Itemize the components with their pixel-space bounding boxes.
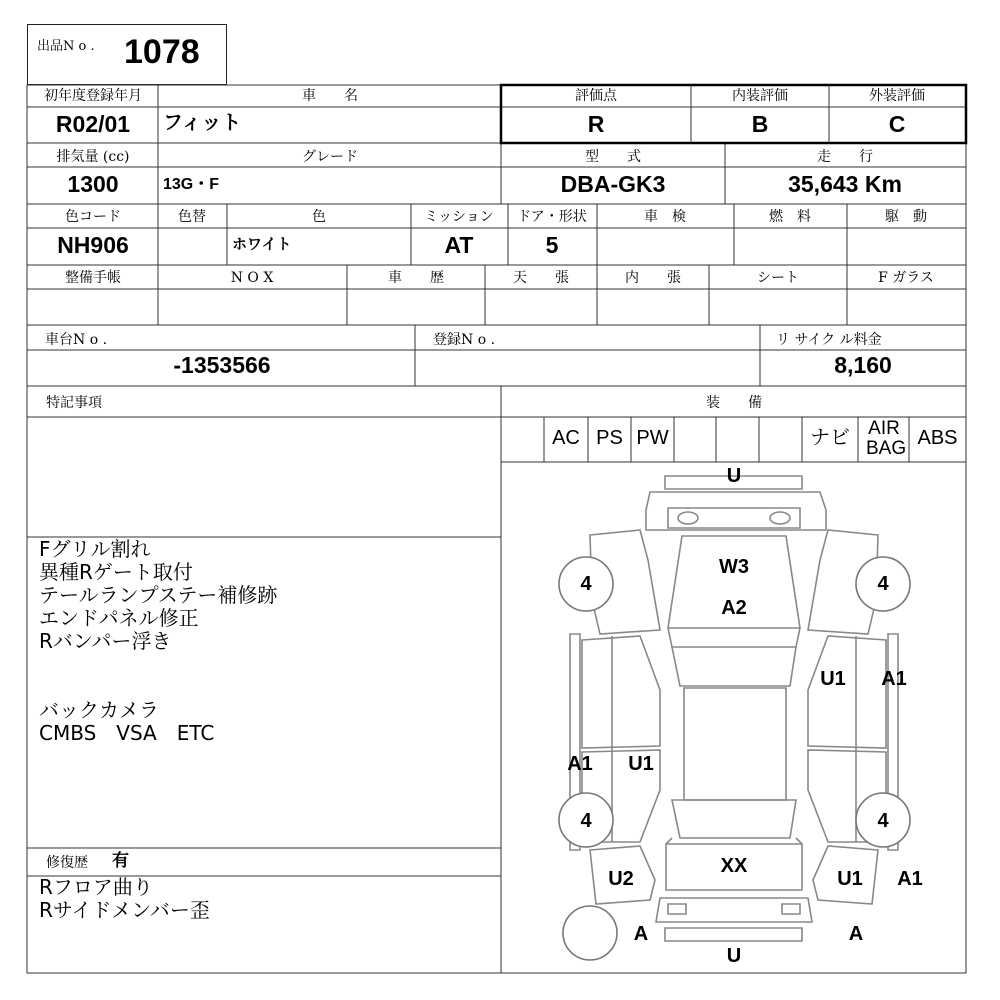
equip-abs: ABS xyxy=(917,427,958,449)
score-value: R xyxy=(587,111,605,137)
history-label: 車 歴 xyxy=(388,270,444,286)
color-code-label: 色コード xyxy=(65,209,121,225)
spare-tire xyxy=(563,906,617,960)
nox-label: N O X xyxy=(230,270,274,286)
displacement-label: 排気量 (cc) xyxy=(56,149,130,165)
mileage-value: 35,643 Km xyxy=(788,171,902,197)
door-label: ドア・形状 xyxy=(517,209,587,225)
repair-value: 有 xyxy=(112,851,129,870)
equipment-label: 装 備 xyxy=(706,395,762,411)
equip-ps: PS xyxy=(596,427,623,449)
exterior-value: C xyxy=(888,111,906,137)
color-code-value: NH906 xyxy=(57,232,129,258)
windshield xyxy=(672,647,796,686)
special-note-3: テールランプステー補修跡 xyxy=(39,583,278,607)
mark-hood-w3: W3 xyxy=(719,556,749,578)
mark-bottom-right-a: A xyxy=(848,923,864,945)
mark-tire-fl: 4 xyxy=(580,573,592,595)
mark-rear-right-u1: U1 xyxy=(837,868,863,890)
roof xyxy=(684,688,786,800)
mark-rear-center: XX xyxy=(720,855,748,877)
maint-label: 整備手帳 xyxy=(65,270,121,286)
rear-window xyxy=(672,800,796,838)
mark-tire-rr: 4 xyxy=(877,810,889,832)
mark-hood-a2: A2 xyxy=(721,597,747,619)
special-extra-2: CMBS VSA ETC xyxy=(39,721,215,745)
lot-number: 1078 xyxy=(124,33,200,71)
drive-label: 駆 動 xyxy=(885,209,927,225)
equip-ac: AC xyxy=(552,427,580,449)
special-note-1: Fグリル割れ xyxy=(39,537,151,561)
fuel-label: 燃 料 xyxy=(769,209,811,225)
exterior-label: 外装評価 xyxy=(869,88,925,104)
mark-right-front-u1: U1 xyxy=(820,668,846,690)
recycle-value: 8,160 xyxy=(834,352,892,378)
grade-label: グレード xyxy=(302,149,358,165)
mark-bottom-u: U xyxy=(726,945,742,967)
color-value: ホワイト xyxy=(232,236,292,253)
inner-label: 内 張 xyxy=(625,270,681,286)
displacement-value: 1300 xyxy=(67,171,119,197)
first-reg-value: R02/01 xyxy=(55,111,131,137)
fglass-label: F ガラス xyxy=(878,270,934,286)
door-value: 5 xyxy=(545,232,559,258)
repair-label: 修復歴 xyxy=(46,855,88,871)
front-grille xyxy=(646,492,826,530)
color-label: 色 xyxy=(312,209,326,225)
special-note-4: エンドパネル修正 xyxy=(39,606,199,630)
lot-label: 出品N o . xyxy=(37,39,95,54)
mark-left-front-u1: U1 xyxy=(628,753,654,775)
mark-front-top: U xyxy=(726,465,742,487)
mileage-label: 走 行 xyxy=(817,149,873,165)
repair-note-2: Rサイドメンバー歪 xyxy=(39,898,210,922)
first-reg-label: 初年度登録年月 xyxy=(44,88,142,104)
repaint-label: 色替 xyxy=(178,209,206,225)
car-name-value: フィット xyxy=(163,112,242,134)
mission-value: AT xyxy=(444,232,474,258)
rear-bumper xyxy=(656,898,812,922)
recycle-label: リ サイク ル料金 xyxy=(776,332,882,348)
mark-bottom-left-a: A xyxy=(633,923,649,945)
left-front-door xyxy=(582,636,660,748)
mission-label: ミッション xyxy=(424,209,494,225)
mark-right-front-a1: A1 xyxy=(881,668,907,690)
model-value: DBA-GK3 xyxy=(560,171,666,197)
chassis-label: 車台N o . xyxy=(45,332,108,348)
right-front-door xyxy=(808,636,886,748)
roof-label: 天 張 xyxy=(513,270,569,286)
equip-navi: ナビ xyxy=(810,427,850,449)
mark-left-front-a1: A1 xyxy=(567,753,593,775)
grade-value: 13G・F xyxy=(163,176,220,193)
mark-rear-right-a1: A1 xyxy=(897,868,923,890)
special-note-5: Rバンパー浮き xyxy=(39,629,172,653)
special-label: 特記事項 xyxy=(46,395,102,411)
car-name-label: 車 名 xyxy=(302,88,358,104)
score-label: 評価点 xyxy=(575,88,617,104)
mark-tire-fr: 4 xyxy=(877,573,889,595)
interior-label: 内装評価 xyxy=(732,88,788,104)
mark-rear-left-u2: U2 xyxy=(608,868,634,890)
inspection-label: 車 検 xyxy=(644,209,686,225)
seat-label: シート xyxy=(757,270,799,286)
equip-pw: PW xyxy=(636,427,669,449)
repair-note-1: Rフロア曲り xyxy=(39,875,153,899)
reg-label: 登録N o . xyxy=(433,332,496,348)
equip-airbag: AIR BAG xyxy=(866,418,907,459)
model-label: 型 式 xyxy=(585,149,641,165)
interior-value: B xyxy=(751,111,769,137)
chassis-value: -1353566 xyxy=(173,352,271,378)
special-note-2: 異種Rゲート取付 xyxy=(39,560,193,584)
mark-tire-rl: 4 xyxy=(580,810,592,832)
special-extra-1: バックカメラ xyxy=(39,698,159,722)
